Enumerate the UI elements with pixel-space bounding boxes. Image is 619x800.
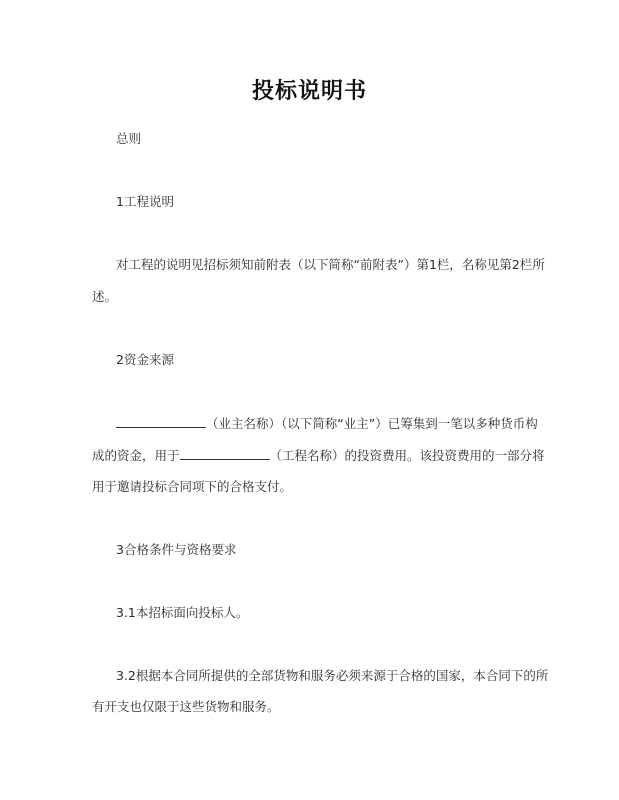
section-general-heading: 总则 xyxy=(116,131,142,146)
project-name-blank xyxy=(180,447,270,460)
document-title: 投标说明书 xyxy=(251,79,367,104)
section-2-paragraph-line-1 xyxy=(116,415,538,432)
section-3-1: 3.1本招标面向投标人。 xyxy=(116,605,249,620)
owner-name-blank xyxy=(116,415,206,428)
section-1-paragraph-line-2: 述。 xyxy=(92,289,118,304)
section-2-line-1-text: （业主名称）（以下简称“业主”）已筹集到一笔以多种货币构 xyxy=(206,416,538,431)
section-3-2-line-2: 有开支也仅限于这些货物和服务。 xyxy=(92,699,280,714)
section-2-heading: 2资金来源 xyxy=(116,352,174,367)
section-2-paragraph-line-2 xyxy=(92,447,545,464)
section-2-line-2-suffix: （工程名称）的投资费用。该投资费用的一部分将 xyxy=(269,448,545,463)
section-3-heading: 3合格条件与资格要求 xyxy=(116,542,237,557)
section-1-heading: 1工程说明 xyxy=(116,194,174,209)
section-2-line-2-prefix: 成的资金，用于 xyxy=(92,448,180,463)
section-1-paragraph-line-1: 对工程的说明见招标须知前附表（以下简称“前附表”）第1栏，名称见第2栏所 xyxy=(116,257,545,272)
section-3-2-line-1: 3.2根据本合同所提供的全部货物和服务必须来源于合格的国家，本合同下的所 xyxy=(116,668,549,683)
section-2-paragraph-line-3: 用于邀请投标合同项下的合格支付。 xyxy=(92,479,293,494)
